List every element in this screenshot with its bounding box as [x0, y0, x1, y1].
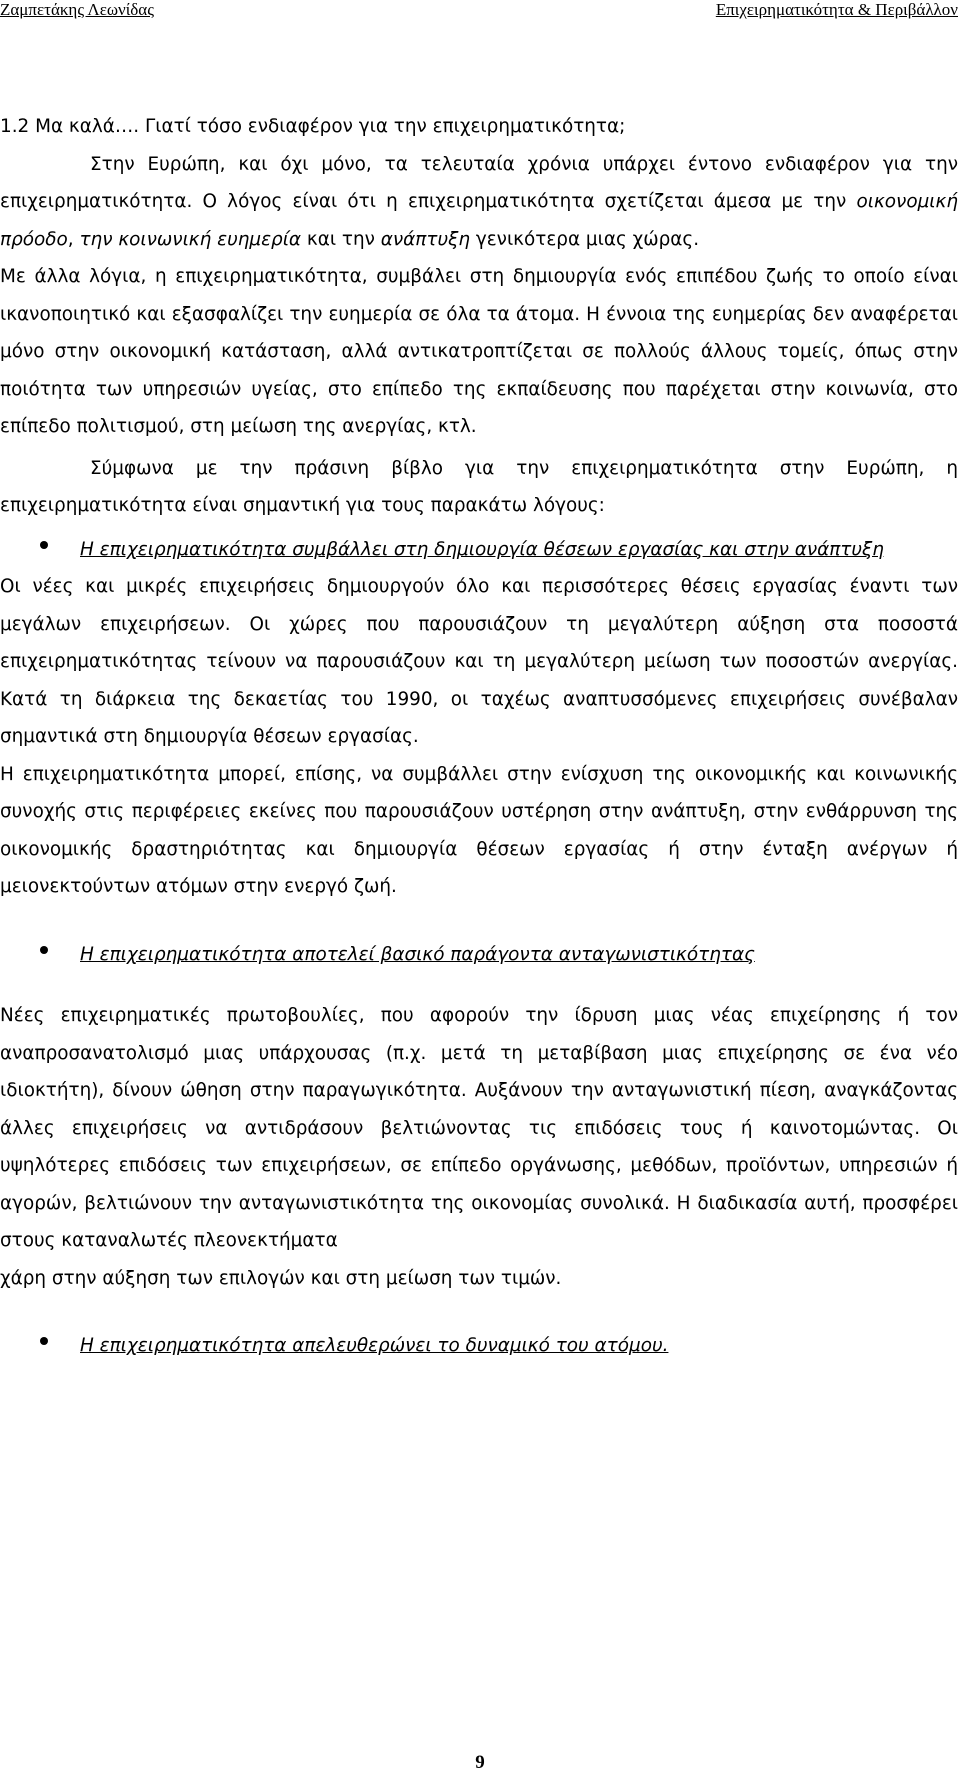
header-author: Ζαμπετάκης Λεωνίδας	[0, 0, 154, 19]
paragraph-7: χάρη στην αύξηση των επιλογών και στη μείωση των τιμών.	[0, 1267, 562, 1289]
document-body	[0, 108, 958, 1365]
paragraph-1-separator: ,	[67, 228, 80, 250]
paragraph-5: Η επιχειρηματικότητα μπορεί, επίσης, να συμβάλλει στην ενίσχυση της οικονομικής και κοινωνικής συνοχής στις περιφέρειες εκείνες που παρουσιάζουν υστέρηση στην ανάπτυξη, στην ενθάρρυνση της οικονομικής δραστηριότητας και δημιουργία θέσεων εργασίας ή στην ένταξη ανέργων ή μειονεκτούντων ατόμων στην ενεργό ζωή.	[0, 763, 958, 897]
page-number: 9	[475, 1752, 485, 1773]
paragraph-1	[0, 146, 958, 259]
paragraph-1-middle: και την	[301, 228, 381, 250]
paragraph-1-end: γενικότερα μιας χώρας.	[470, 228, 700, 250]
emphasis-economic-progress: οικονομική πρόοδο	[0, 191, 958, 250]
section-heading: 1.2 Μα καλά…. Γιατί τόσο ενδιαφέρον για την επιχειρηματικότητα;	[0, 116, 626, 137]
bullet-item-3: Η επιχειρηματικότητα απελευθερώνει το δυναμικό του ατόμου.	[0, 1327, 958, 1365]
header-title: Επιχειρηματικότητα & Περιβάλλον	[715, 0, 958, 19]
paragraph-4: Οι νέες και μικρές επιχειρήσεις δημιουργούν όλο και περισσότερες θέσεις εργασίας έναντι των μεγάλων επιχειρήσεων. Οι χώρες που παρουσιάζουν τη μεγαλύτερη αύξηση στα ποσοστά επιχειρηματικότητας τείνουν να παρουσιάζουν και τη μεγαλύτερη μείωση των ποσοστών ανεργίας. Κατά τη διάρκεια της δεκαετίας του 1990, οι ταχέως αναπτυσσόμενες επιχειρήσεις συνέβαλαν σημαντικά στη δημιουργία θέσεων εργασίας.	[0, 576, 958, 747]
emphasis-development: ανάπτυξη	[380, 228, 470, 250]
emphasis-social-welfare: την κοινωνική ευημερία	[79, 228, 302, 250]
paragraph-3: Σύμφωνα με την πράσινη βίβλο για την επιχειρηματικότητα στην Ευρώπη, η επιχειρηματικότητα είναι σημαντική για τους παρακάτω λόγους:	[0, 457, 958, 516]
page-header	[0, 0, 960, 24]
paragraph-1-text: Στην Ευρώπη, και όχι μόνο, τα τελευταία χρόνια υπάρχει έντονο ενδιαφέρον για την επιχειρηματικότητα. Ο λόγος είναι ότι η επιχειρηματικότητα σχετίζεται άμεσα με την	[0, 153, 958, 212]
bullet-item-2: Η επιχειρηματικότητα αποτελεί βασικό παράγοντα ανταγωνιστικότητας	[0, 936, 958, 974]
paragraph-6: Νέες επιχειρηματικές πρωτοβουλίες, που αφορούν την ίδρυση μιας νέας επιχείρησης ή τον αναπροσανατολισμό μιας υπάρχουσας (π.χ. μετά τη μεταβίβαση μιας επιχείρησης σε ένα νέο ιδιοκτήτη), δίνουν ώθηση στην παραγωγικότητα. Αυξάνουν την ανταγωνιστική πίεση, αναγκάζοντας άλλες επιχειρήσεις να αντιδράσουν βελτιώνοντας τις επιδόσεις τους ή καινοτομώντας. Οι υψηλότερες επιδόσεις των επιχειρήσεων, σε επίπεδο οργάνωσης, μεθόδων, προϊόντων, υπηρεσιών ή αγορών, βελτιώνουν την ανταγωνιστικότητα της οικονομίας συνολικά. Η διαδικασία αυτή, προσφέρει στους καταναλωτές πλεονεκτήματα	[0, 1005, 958, 1251]
paragraph-2: Με άλλα λόγια, η επιχειρηματικότητα, συμβάλει στη δημιουργία ενός επιπέδου ζωής το οποίο είναι ικανοποιητικό και εξασφαλίζει την ευημερία σε όλα τα άτομα. Η έννοια της ευημερίας δεν αναφέρεται μόνο στην οικονομική κατάσταση, αλλά αντικατροπτίζεται σε πολλούς άλλους τομείς, όπως στην ποιότητα των υπηρεσιών υγείας, στο επίπεδο της εκπαίδευσης που παρέχεται στην κοινωνία, στο επίπεδο πολιτισμού, στη μείωση της ανεργίας, κτλ.	[0, 266, 958, 437]
bullet-item-1: Η επιχειρηματικότητα συμβάλλει στη δημιουργία θέσεων εργασίας και στην ανάπτυξη	[0, 531, 958, 569]
